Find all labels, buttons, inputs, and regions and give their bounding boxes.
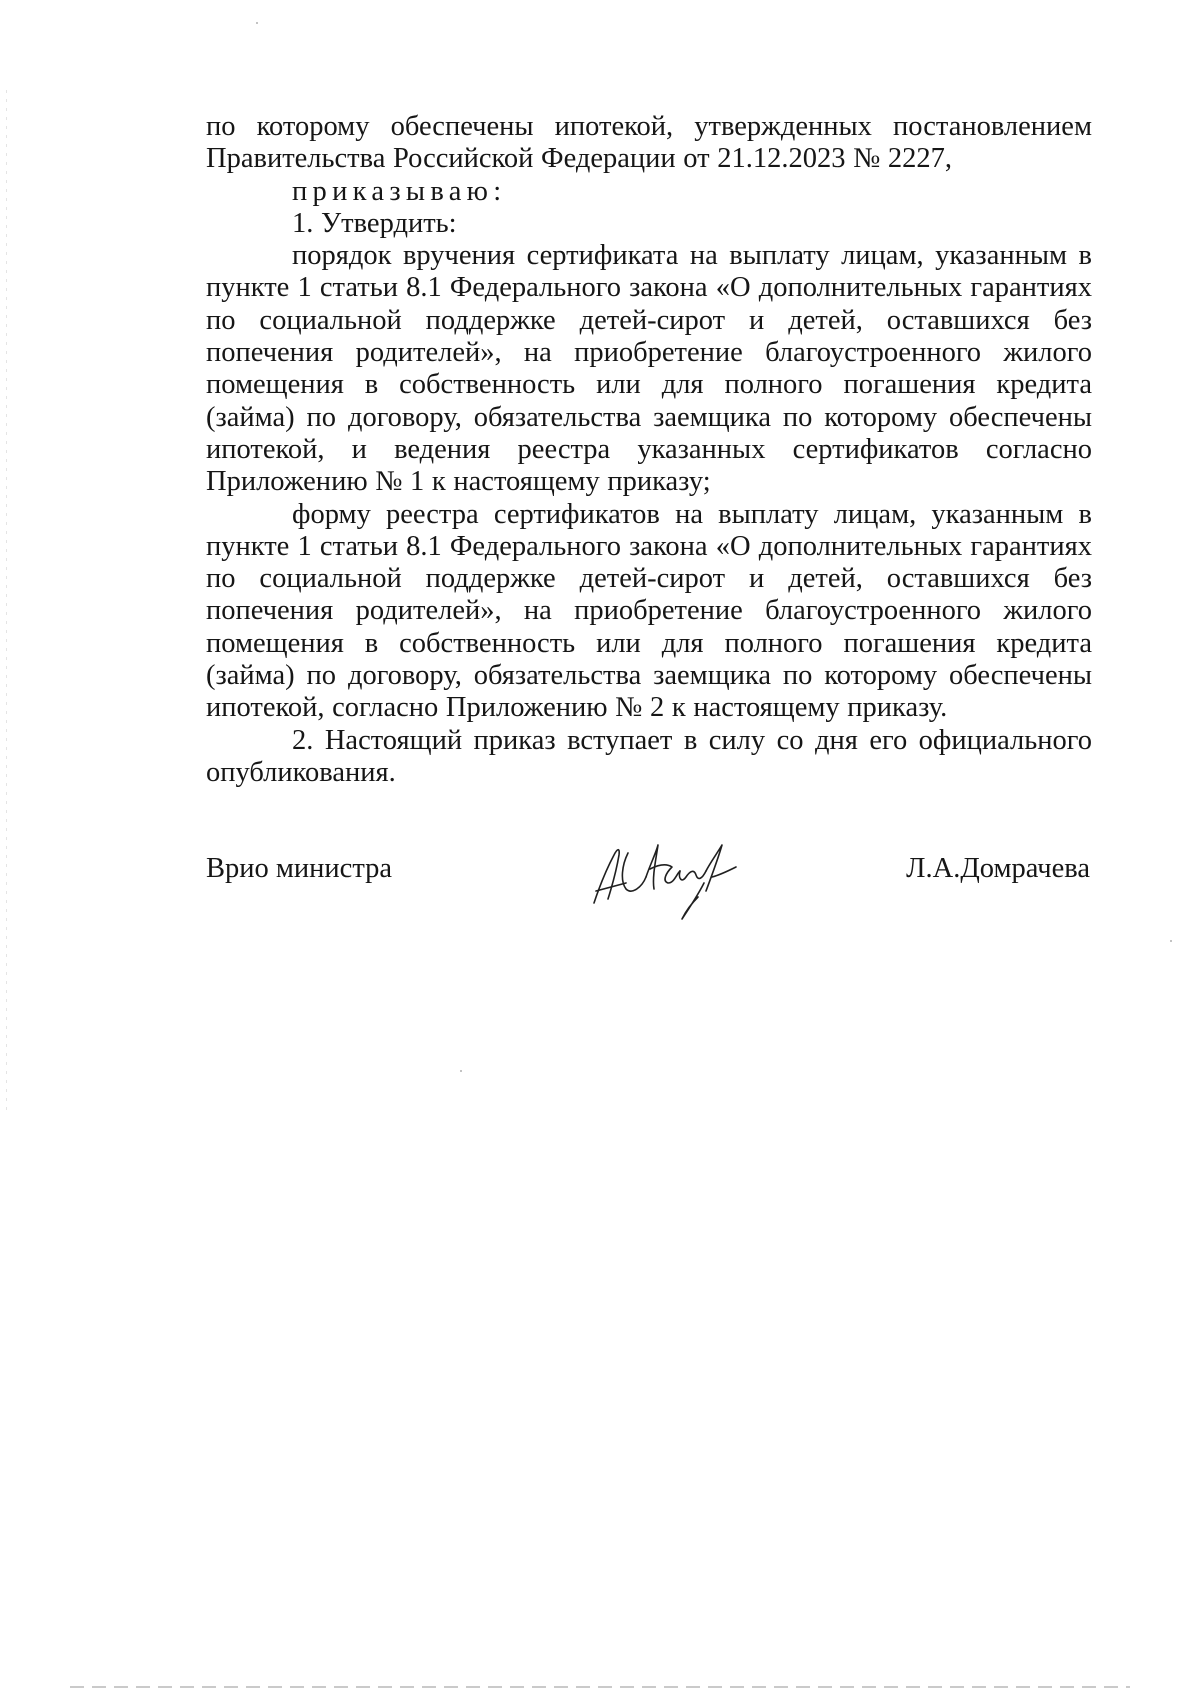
- scan-margin-artifact: [6, 90, 7, 1110]
- signature-block: [206, 853, 1092, 943]
- handwritten-signature-icon: [586, 825, 761, 925]
- scan-speck: [256, 22, 258, 24]
- scan-speck: [1170, 940, 1172, 942]
- scan-speck: [460, 1070, 462, 1072]
- paragraph-item-1: 1. Утвердить:: [292, 207, 457, 239]
- paragraph-order-word: приказываю:: [292, 175, 507, 207]
- paragraph-continuation: по которому обеспечены ипотекой, утвержденных постановлением Правительства Российской Федерации от 21.12.2023 № 2227,: [206, 111, 1092, 175]
- paragraph-registry-form: форму реестра сертификатов на выплату лицам, указанным в пункте 1 статьи 8.1 Федерального закона «О дополнительных гарантиях по социальной поддержке детей-сирот и детей, оставшихся без попечения родителей», на приобретение благоустроенного жилого помещения в собственность или для полного погашения кредита (займа) по договору, обязательства заемщика по которому обеспечены ипотекой, согласно Приложению № 2 к настоящему приказу.: [206, 498, 1092, 724]
- paragraph-item-2: 2. Настоящий приказ вступает в силу со дня его официального опубликования.: [206, 724, 1092, 788]
- paragraph-certificate-procedure: порядок вручения сертификата на выплату лицам, указанным в пункте 1 статьи 8.1 Федерального закона «О дополнительных гарантиях по социальной поддержке детей-сирот и детей, оставшихся без попечения родителей», на приобретение благоустроенного жилого помещения в собственность или для полного погашения кредита (займа) по договору, обязательства заемщика по которому обеспечены ипотекой, и ведения реестра указанных сертификатов согласно Приложению № 1 к настоящему приказу;: [206, 240, 1092, 498]
- signer-title: Врио министра: [206, 853, 393, 884]
- signer-name: Л.А.Домрачева: [906, 853, 1090, 884]
- document-body: [206, 111, 1092, 789]
- scan-bottom-artifact: [70, 1686, 1130, 1688]
